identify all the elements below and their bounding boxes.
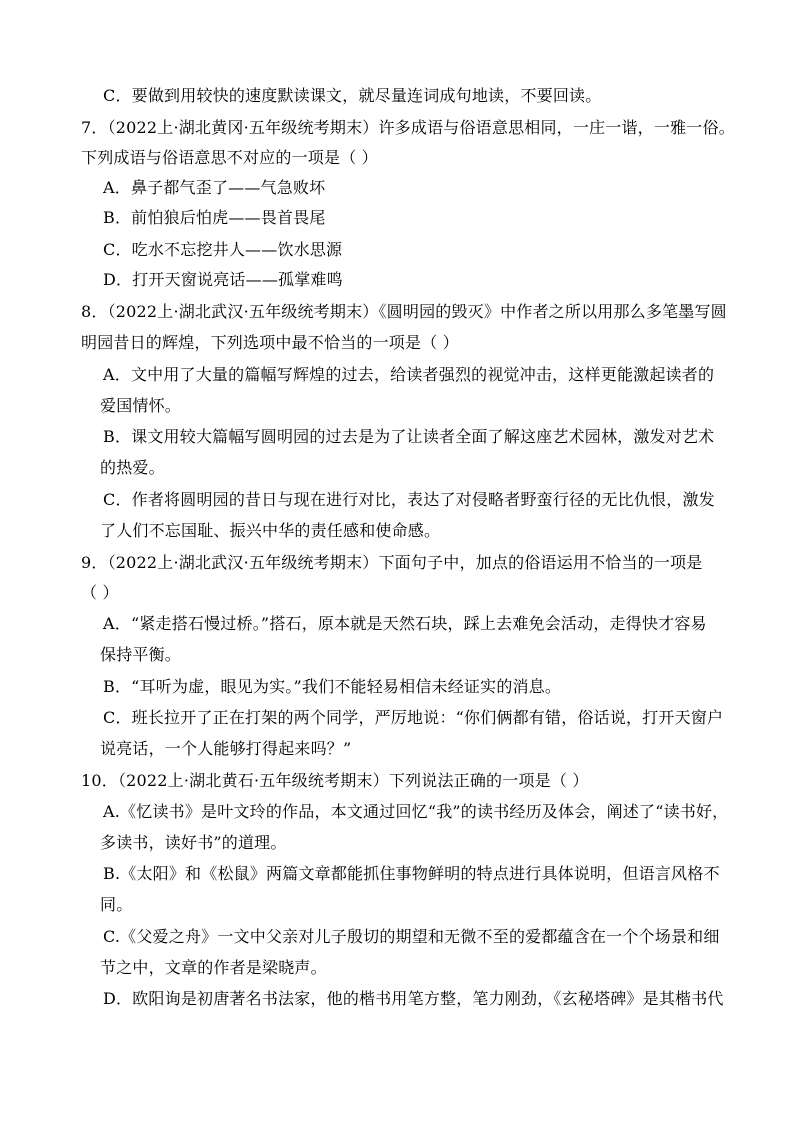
q9-option-c-line2: 说亮话，一个人能够打得起来吗？” bbox=[100, 739, 352, 758]
q8-option-a-line1: A．文中用了大量的篇幅写辉煌的过去，给读者强烈的视觉冲击，这样更能激起读者的 bbox=[103, 365, 715, 384]
q9-stem-line2: （ ） bbox=[81, 583, 119, 602]
q10-stem: 10．（2022上·湖北黄石·五年级统考期末）下列说法正确的一项是（ ） bbox=[81, 771, 589, 790]
q10-option-b-line2: 同。 bbox=[100, 895, 133, 914]
q10-option-c-line2: 节之中，文章的作者是梁晓声。 bbox=[100, 958, 327, 977]
q10-option-a-line1: A.《忆读书》是叶文玲的作品，本文通过回忆“我”的读书经历及体会，阐述了“读书好， bbox=[103, 802, 729, 821]
q8-stem-line1: 8．（2022上·湖北武汉·五年级统考期末）《圆明园的毁灭》中作者之所以用那么多笔墨写圆 bbox=[81, 302, 727, 321]
q8-option-c-line1: C．作者将圆明园的昔日与现在进行对比，表达了对侵略者野蛮行径的无比仇恨，激发 bbox=[103, 490, 715, 509]
q9-option-a-line1: A．“紧走搭石慢过桥。”搭石，原本就是天然石块，踩上去难免会活动，走得快才容易 bbox=[103, 614, 707, 633]
q7-stem-line1: 7．（2022上·湖北黄冈·五年级统考期末）许多成语与俗语意思相同，一庄一谐，一雅一俗。 bbox=[81, 118, 735, 137]
q9-stem-line1: 9．（2022上·湖北武汉·五年级统考期末）下面句子中，加点的俗语运用不恰当的一项是 bbox=[81, 553, 703, 572]
q10-option-b-line1: B.《太阳》和《松鼠》两篇文章都能抓住事物鲜明的特点进行具体说明，但语言风格不 bbox=[103, 864, 720, 883]
q10-option-a-line2: 多读书，读好书”的道理。 bbox=[100, 833, 287, 852]
q8-option-c-line2: 了人们不忘国耻、振兴中华的责任感和使命感。 bbox=[100, 521, 441, 540]
q8-option-b-line2: 的热爱。 bbox=[100, 458, 165, 477]
q10-option-c-line1: C.《父爱之舟》一文中父亲对儿子殷切的期望和无微不至的爱都蕴含在一个个场景和细 bbox=[103, 927, 720, 946]
q9-option-c-line1: C．班长拉开了正在打架的两个同学，严厉地说：“你们俩都有错，俗话说，打开天窗户 bbox=[103, 708, 724, 727]
q10-option-d-line1: D．欧阳询是初唐著名书法家，他的楷书用笔方整，笔力刚劲，《玄秘塔碑》是其楷书代 bbox=[103, 989, 724, 1008]
q7-stem-line2: 下列成语与俗语意思不对应的一项是（ ） bbox=[81, 148, 378, 167]
q9-option-a-line2: 保持平衡。 bbox=[100, 645, 182, 664]
q8-option-b-line1: B．课文用较大篇幅写圆明园的过去是为了让读者全面了解这座艺术园林，激发对艺术 bbox=[103, 427, 715, 446]
q7-option-c: C．吃水不忘挖井人——饮水思源 bbox=[103, 240, 343, 259]
q8-option-a-line2: 爱国情怀。 bbox=[100, 396, 182, 415]
q7-option-b: B．前怕狼后怕虎——畏首畏尾 bbox=[103, 208, 326, 227]
q9-option-b: B．“耳听为虚，眼见为实。”我们不能轻易相信未经证实的消息。 bbox=[103, 677, 562, 696]
q6-option-c: C．要做到用较快的速度默读课文，就尽量连词成句地读，不要回读。 bbox=[103, 86, 602, 105]
q7-option-d: D．打开天窗说亮话——孤掌难鸣 bbox=[103, 270, 343, 289]
q7-option-a: A．鼻子都气歪了——气急败坏 bbox=[103, 178, 326, 197]
q8-stem-line2: 明园昔日的辉煌，下列选项中最不恰当的一项是（ ） bbox=[81, 333, 459, 352]
